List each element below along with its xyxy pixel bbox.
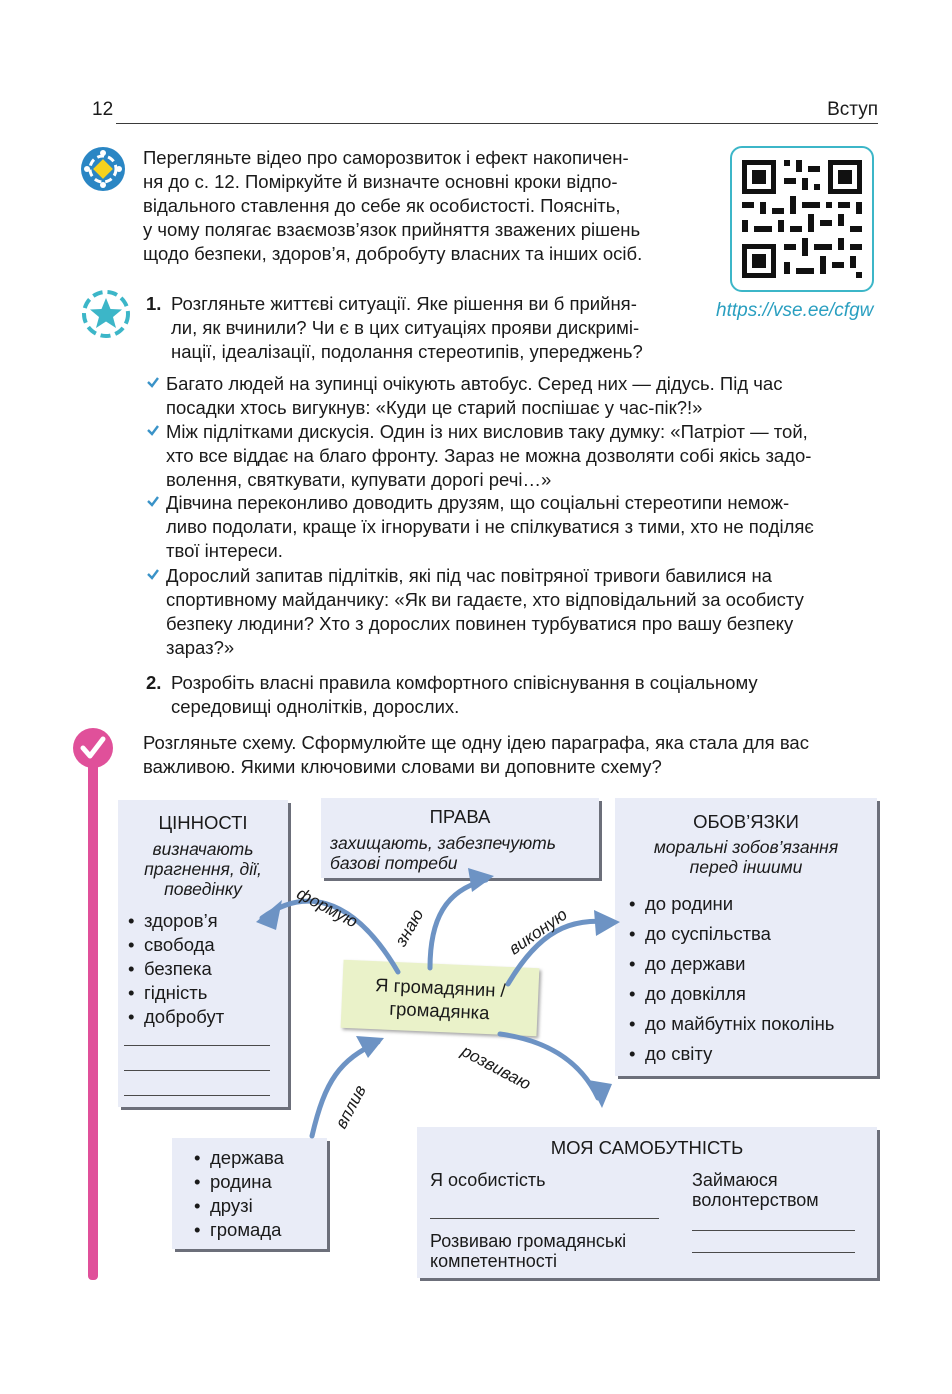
checkmark-icon bbox=[72, 727, 114, 769]
identity-left-2: Розвиваю громадянські компетентності bbox=[430, 1231, 627, 1271]
star-icon bbox=[82, 290, 130, 338]
situation-2: Між підлітками дискусія. Один із них висловив таку думку: «Патріот — той, хто все віддає на благо фронту. Зараз не можна дозволяти собі якісь задо- волення, святкувати, купувати дорогі речі…» bbox=[146, 420, 884, 492]
duties-subtitle: моральні зобов’язання перед іншими bbox=[653, 837, 839, 877]
list-item: • безпека bbox=[126, 957, 288, 981]
identity-right-1: Займаюся волонтерством bbox=[692, 1170, 819, 1210]
influence-list bbox=[192, 1146, 327, 1242]
arrow-label-do: виконую bbox=[505, 904, 571, 959]
rights-card bbox=[321, 798, 599, 878]
blank-line bbox=[692, 1230, 855, 1231]
list-item: • до родини bbox=[627, 889, 877, 919]
section-title: Вступ bbox=[827, 99, 878, 120]
list-item: • друзі bbox=[192, 1194, 327, 1218]
check-bullet-icon bbox=[146, 567, 160, 581]
task2-number: 2. bbox=[146, 672, 162, 693]
values-card bbox=[118, 800, 288, 1107]
values-title: ЦІННОСТІ bbox=[158, 812, 248, 833]
arrow-label-know: знаю bbox=[391, 905, 428, 950]
duties-card bbox=[615, 798, 877, 1076]
blank-line bbox=[124, 1070, 270, 1071]
list-item: • свобода bbox=[126, 933, 288, 957]
blank-line bbox=[430, 1218, 659, 1219]
check-bullet-icon bbox=[146, 494, 160, 508]
list-item: • до суспільства bbox=[627, 919, 877, 949]
list-item: • до довкілля bbox=[627, 979, 877, 1009]
arrow-label-influence: вплив bbox=[331, 1081, 370, 1132]
identity-left-1: Я особистість bbox=[430, 1170, 546, 1190]
task1-number: 1. bbox=[146, 293, 162, 314]
list-item: • родина bbox=[192, 1170, 327, 1194]
situation-1: Багато людей на зупинці очікують автобус. Серед них — дідусь. Під час посадки хтось вигукнув: «Куди це старий поспішає у час-пік?!» bbox=[146, 372, 884, 420]
page-number: 12 bbox=[92, 99, 114, 120]
list-item: • здоров’я bbox=[126, 909, 288, 933]
situation-3: Дівчина переконливо доводить друзям, що соціальні стереотипи немож- ливо подолати, краще їх ігнорувати і не спілкуватися з тими, хто не поділяє твої інтереси. bbox=[146, 491, 884, 563]
rights-subtitle: захищають, забезпечують базові потреби bbox=[330, 833, 556, 873]
video-text: Перегляньте відео про саморозвиток і ефект накопичен- ня до с. 12. Поміркуйте й визначте основні кроки відпо- відального ставлення до себе як особистості. Поясніть, у чому полягає взаємозв’язок прийняття зважених рішень щодо безпеки, здоров’я, добробуту власних та інших осіб. bbox=[143, 147, 643, 264]
list-item: • до держави bbox=[627, 949, 877, 979]
identity-title: МОЯ САМОБУТНІСТЬ bbox=[550, 1137, 744, 1158]
pink-vertical-bar bbox=[88, 748, 98, 1280]
influence-card bbox=[172, 1138, 327, 1249]
values-subtitle: визначають прагнення, дії, поведінку bbox=[144, 839, 262, 899]
blank-line bbox=[124, 1095, 270, 1096]
arrow-label-develop: розвиваю bbox=[458, 1041, 534, 1094]
task2-text: Розробіть власні правила комфортного співіснування в соціальному середовищі однолітків, дорослих. bbox=[171, 672, 758, 717]
list-item: • держава bbox=[192, 1146, 327, 1170]
list-item: • до майбутніх поколінь bbox=[627, 1009, 877, 1039]
values-list bbox=[126, 909, 288, 1029]
video-link-icon bbox=[80, 146, 126, 192]
summary-text: Розгляньте схему. Сформулюйте ще одну ідею параграфа, яка стала для вас важливою. Якими ключовими словами ви доповните схему? bbox=[143, 732, 809, 777]
duties-list bbox=[627, 889, 877, 1069]
video-link[interactable]: https://vse.ee/cfgw bbox=[716, 300, 874, 321]
situation-4: Дорослий запитав підлітків, які під час повітряної тривоги бавилися на спортивному майданчику: «Як ви гадаєте, хто відповідальний за особисту безпеку людини? Хто з дорослих повинен турбуватися про вашу безпеку зараз?» bbox=[146, 564, 884, 660]
duties-title: ОБОВ’ЯЗКИ bbox=[693, 811, 799, 832]
task1-text: Розгляньте життєві ситуації. Яке рішення ви б прийня- ли, як вчинили? Чи є в цих ситуаціях прояви дискримі- нації, ідеалізації, подолання стереотипів, упереджень? bbox=[171, 293, 643, 362]
arrow-label-form: формую bbox=[293, 883, 361, 932]
list-item: • добробут bbox=[126, 1005, 288, 1029]
list-item: • громада bbox=[192, 1218, 327, 1242]
list-item: • до світу bbox=[627, 1039, 877, 1069]
qr-code[interactable] bbox=[730, 146, 874, 292]
identity-card bbox=[417, 1127, 877, 1278]
list-item: • гідність bbox=[126, 981, 288, 1005]
center-node: Я громадянин / громадянка bbox=[341, 960, 540, 1036]
header-rule bbox=[116, 123, 878, 124]
blank-line bbox=[692, 1252, 855, 1253]
rights-title: ПРАВА bbox=[429, 806, 491, 827]
check-bullet-icon bbox=[146, 423, 160, 437]
blank-line bbox=[124, 1045, 270, 1046]
check-bullet-icon bbox=[146, 375, 160, 389]
